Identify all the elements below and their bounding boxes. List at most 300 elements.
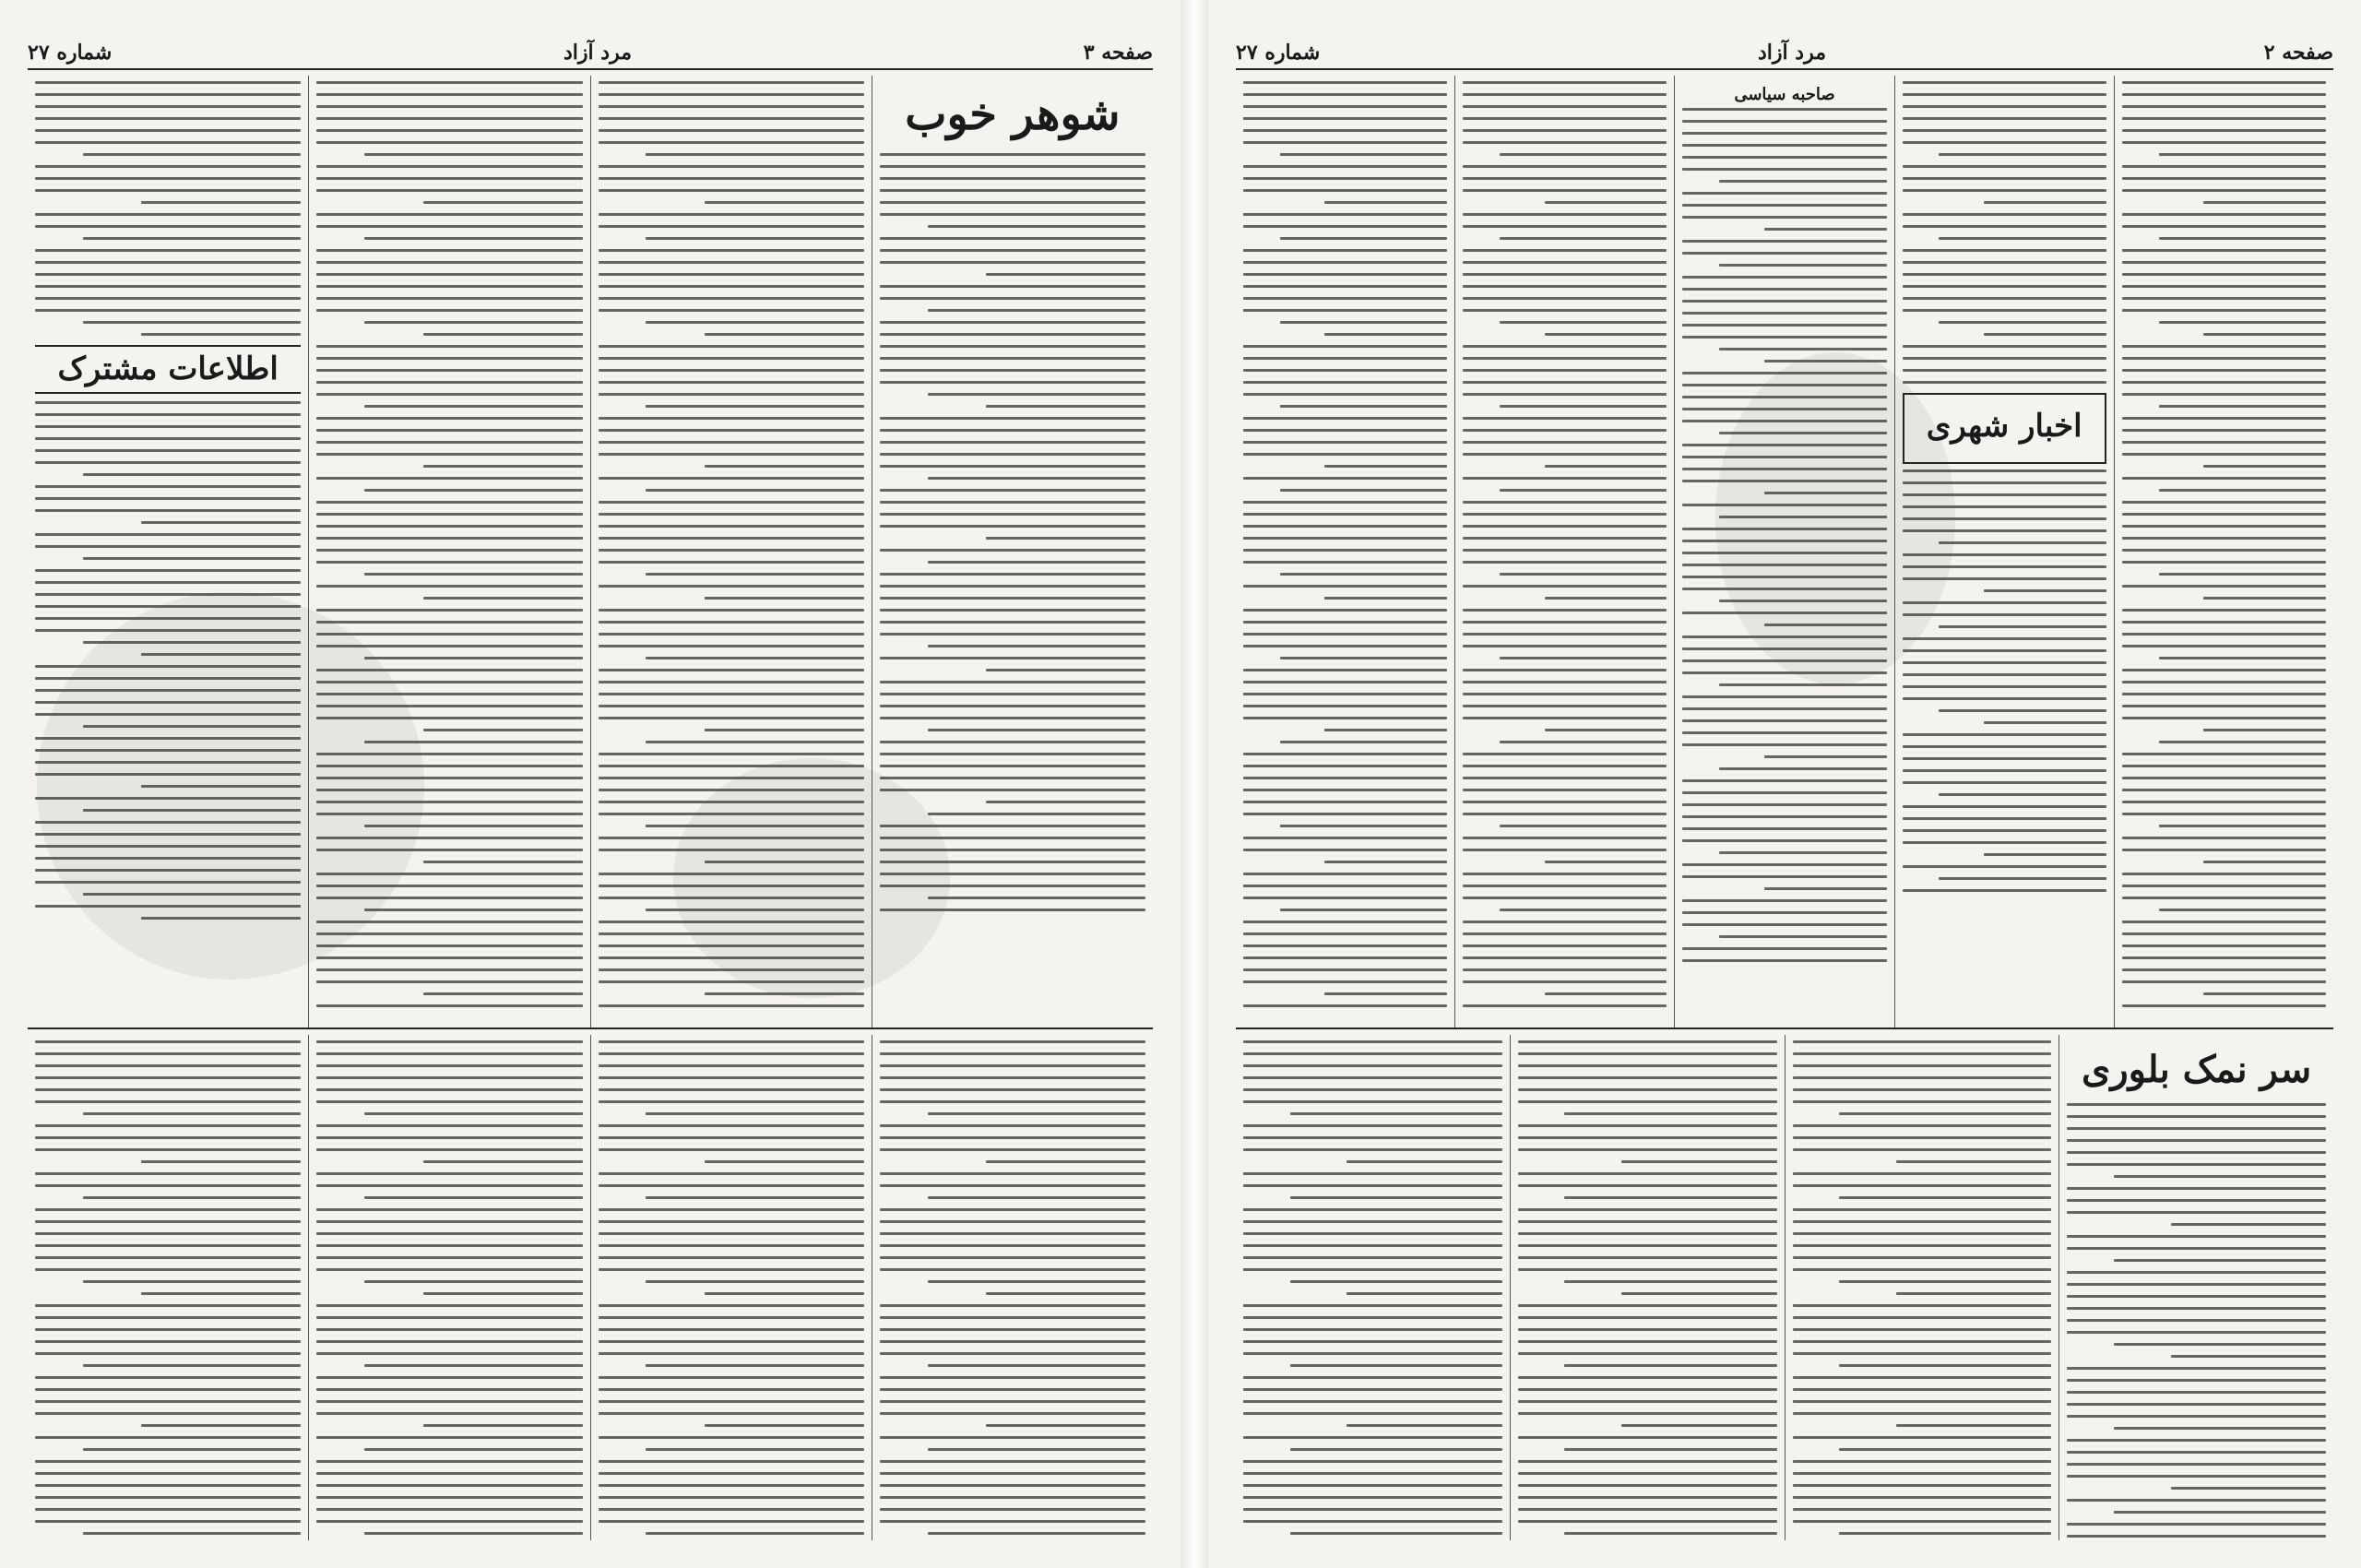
text-line (2067, 1139, 2326, 1142)
page-gutter (1180, 0, 1208, 1568)
text-line (646, 1112, 863, 1115)
text-line (35, 1208, 301, 1211)
text-line (599, 837, 864, 839)
text-line (880, 873, 1145, 875)
text-block (1243, 81, 1447, 1007)
right-col-2 (1894, 76, 2114, 1028)
text-line (1280, 573, 1447, 576)
text-line (2067, 1391, 2326, 1394)
right-col-3 (1674, 76, 1893, 1028)
text-line (1324, 992, 1447, 995)
text-line (316, 501, 582, 504)
text-line (1243, 980, 1447, 983)
text-line (1243, 968, 1447, 971)
text-line (599, 1004, 864, 1007)
text-line (1463, 417, 1667, 420)
text-line (1243, 1508, 1502, 1511)
text-line (1518, 1136, 1777, 1139)
text-line (1243, 345, 1447, 348)
text-line (316, 1304, 582, 1307)
text-line (1793, 1184, 2052, 1187)
text-line (1243, 1400, 1502, 1403)
text-line (1463, 956, 1667, 959)
text-line (2122, 693, 2326, 695)
text-line (316, 897, 582, 899)
text-line (880, 1412, 1145, 1415)
text-line (1243, 117, 1447, 120)
left-issue-label: شماره ۲۷ (28, 41, 113, 65)
text-line (1682, 216, 1886, 219)
text-line (928, 1280, 1145, 1283)
text-line (2067, 1283, 2326, 1286)
text-line (316, 873, 582, 875)
text-line (1463, 381, 1667, 384)
text-line (2122, 849, 2326, 851)
text-line (141, 521, 301, 524)
left-page-label: صفحه ۳ (1083, 41, 1153, 65)
text-line (141, 333, 301, 336)
text-line (1280, 489, 1447, 492)
text-line (2067, 1235, 2326, 1238)
text-line (2114, 1427, 2326, 1430)
text-line (599, 1148, 864, 1151)
left-bottom-col-3 (308, 1035, 589, 1540)
text-line (2122, 645, 2326, 647)
text-line (1793, 1484, 2052, 1487)
text-block (880, 153, 1145, 911)
text-line (1682, 899, 1886, 902)
text-line (599, 621, 864, 624)
text-line (1682, 288, 1886, 291)
text-line (1463, 693, 1667, 695)
text-line (1682, 791, 1886, 794)
text-line (1682, 947, 1886, 950)
text-line (2122, 105, 2326, 108)
text-line (880, 825, 1145, 827)
text-line (646, 1448, 863, 1451)
text-line (2067, 1127, 2326, 1130)
text-line (141, 1424, 301, 1427)
text-line (1939, 625, 2106, 628)
text-line (1243, 1184, 1502, 1187)
text-line (1793, 1520, 2052, 1523)
text-line (1243, 357, 1447, 360)
text-line (83, 1364, 301, 1367)
text-line (599, 1376, 864, 1379)
text-line (316, 213, 582, 216)
text-line (599, 537, 864, 540)
text-line (599, 1472, 864, 1475)
text-line (35, 1040, 301, 1043)
text-line (1545, 861, 1667, 863)
text-line (1682, 168, 1886, 171)
text-line (316, 429, 582, 432)
text-line (1463, 669, 1667, 671)
text-line (2203, 729, 2326, 731)
text-line (1682, 408, 1886, 410)
text-line (2122, 273, 2326, 276)
text-line (880, 453, 1145, 456)
text-line (1463, 753, 1667, 755)
text-line (880, 1088, 1145, 1091)
text-line (35, 401, 301, 404)
text-line (1793, 1304, 2052, 1307)
text-line (316, 669, 582, 671)
text-line (599, 477, 864, 480)
text-line (2067, 1247, 2326, 1250)
text-line (35, 1172, 301, 1175)
text-line (1903, 865, 2106, 868)
text-line (1682, 276, 1886, 279)
text-line (880, 1460, 1145, 1463)
text-line (705, 861, 864, 863)
text-line (1682, 875, 1886, 878)
text-line (599, 1352, 864, 1355)
text-line (141, 201, 301, 204)
text-line (316, 1316, 582, 1319)
text-line (1243, 189, 1447, 192)
text-line (1903, 369, 2106, 372)
text-line (880, 237, 1145, 240)
text-line (35, 225, 301, 228)
text-line (35, 857, 301, 860)
text-block (599, 81, 864, 1007)
text-line (35, 461, 301, 464)
text-line (35, 189, 301, 192)
text-line (1903, 817, 2106, 820)
text-line (83, 641, 301, 644)
text-line (1243, 813, 1447, 815)
text-line (1243, 717, 1447, 719)
text-line (599, 1460, 864, 1463)
text-line (316, 956, 582, 959)
text-line (2122, 1004, 2326, 1007)
text-block (1243, 1040, 1502, 1540)
text-line (928, 1196, 1145, 1199)
text-line (1463, 765, 1667, 767)
text-line (1682, 815, 1886, 818)
text-line (880, 357, 1145, 360)
text-line (2159, 909, 2326, 911)
text-line (1682, 839, 1886, 842)
text-line (599, 1400, 864, 1403)
text-line (2122, 621, 2326, 624)
text-line (1682, 779, 1886, 782)
text-line (2122, 789, 2326, 791)
text-line (83, 557, 301, 560)
text-line (1839, 1364, 2051, 1367)
text-line (316, 1148, 582, 1151)
text-line (1463, 885, 1667, 887)
text-line (35, 105, 301, 108)
text-line (599, 417, 864, 420)
text-line (599, 1208, 864, 1211)
text-line (316, 1232, 582, 1235)
text-line (1463, 705, 1667, 707)
text-line (599, 1496, 864, 1499)
right-issue-label: شماره ۲۷ (1236, 41, 1321, 65)
text-line (880, 525, 1145, 528)
text-line (1682, 564, 1886, 566)
text-line (2067, 1199, 2326, 1202)
text-line (2122, 705, 2326, 707)
text-line (1243, 441, 1447, 444)
text-line (1243, 1076, 1502, 1079)
left-col-2 (590, 76, 872, 1028)
text-line (364, 1364, 582, 1367)
text-line (35, 821, 301, 824)
text-line (1463, 944, 1667, 947)
text-line (316, 609, 582, 612)
text-line (35, 1484, 301, 1487)
text-line (1839, 1112, 2051, 1115)
text-line (646, 657, 863, 659)
text-line (1682, 671, 1886, 674)
text-line (1682, 144, 1886, 147)
text-line (1682, 192, 1886, 195)
text-line (1793, 1148, 2052, 1151)
text-line (1463, 309, 1667, 312)
text-line (1793, 1388, 2052, 1391)
text-line (35, 629, 301, 632)
text-line (1682, 923, 1886, 926)
text-line (599, 501, 864, 504)
text-line (1243, 501, 1447, 504)
text-line (1243, 525, 1447, 528)
text-line (2159, 321, 2326, 324)
text-line (35, 1268, 301, 1271)
text-line (316, 477, 582, 480)
text-line (880, 1508, 1145, 1511)
text-line (1324, 729, 1447, 731)
text-line (1243, 669, 1447, 671)
text-line (880, 417, 1145, 420)
text-line (1793, 1412, 2052, 1415)
text-line (1324, 333, 1447, 336)
text-line (646, 321, 863, 324)
text-line (2203, 465, 2326, 468)
text-line (1463, 225, 1667, 228)
text-line (1290, 1196, 1502, 1199)
text-line (1903, 297, 2106, 300)
text-line (880, 165, 1145, 168)
text-line (1518, 1148, 1777, 1151)
text-block (1903, 469, 2106, 892)
text-line (2122, 225, 2326, 228)
text-line (1719, 683, 1886, 686)
text-line (35, 449, 301, 452)
text-line (2122, 609, 2326, 612)
text-line (1793, 1040, 2052, 1043)
text-line (599, 968, 864, 971)
text-line (599, 1412, 864, 1415)
text-line (599, 1304, 864, 1307)
text-line (2122, 369, 2326, 372)
text-line (316, 393, 582, 396)
text-line (35, 129, 301, 132)
text-line (83, 1280, 301, 1283)
text-line (1903, 285, 2106, 288)
text-line (2159, 741, 2326, 743)
text-line (2159, 825, 2326, 827)
text-line (35, 177, 301, 180)
text-line (928, 729, 1145, 731)
text-line (646, 1280, 863, 1283)
text-line (599, 129, 864, 132)
text-line (1793, 1328, 2052, 1331)
text-line (316, 273, 582, 276)
text-line (316, 225, 582, 228)
text-line (35, 141, 301, 144)
text-line (35, 1100, 301, 1103)
text-line (35, 165, 301, 168)
text-line (599, 1484, 864, 1487)
text-line (316, 921, 582, 923)
text-line (83, 1532, 301, 1535)
left-top-band (28, 76, 1153, 1029)
text-line (1243, 753, 1447, 755)
right-page (1208, 0, 2361, 1568)
text-line (2122, 980, 2326, 983)
text-line (316, 369, 582, 372)
text-line (1903, 93, 2106, 96)
text-line (1280, 321, 1447, 324)
text-line (316, 441, 582, 444)
text-line (1463, 921, 1667, 923)
text-line (599, 429, 864, 432)
text-line (1243, 705, 1447, 707)
text-line (1243, 81, 1447, 84)
text-line (2067, 1163, 2326, 1166)
text-line (316, 1496, 582, 1499)
text-line (880, 549, 1145, 552)
text-line (141, 785, 301, 788)
text-line (423, 1424, 583, 1427)
text-line (1719, 767, 1886, 770)
text-line (1682, 132, 1886, 135)
text-line (423, 465, 583, 468)
text-line (1463, 801, 1667, 803)
text-line (1545, 597, 1667, 600)
text-line (1682, 444, 1886, 446)
text-line (1682, 695, 1886, 698)
text-line (316, 1340, 582, 1343)
text-line (1903, 805, 2106, 808)
text-line (1939, 237, 2106, 240)
text-line (1682, 743, 1886, 746)
text-line (880, 1208, 1145, 1211)
text-line (2067, 1187, 2326, 1190)
text-line (1903, 841, 2106, 844)
text-line (705, 1424, 864, 1427)
text-line (880, 177, 1145, 180)
text-line (599, 285, 864, 288)
text-line (316, 1208, 582, 1211)
text-line (35, 1412, 301, 1415)
text-line (928, 1532, 1145, 1535)
right-page-label: صفحه ۲ (2263, 41, 2333, 65)
text-line (1793, 1460, 2052, 1463)
text-line (705, 1160, 864, 1163)
text-line (1903, 649, 2106, 652)
text-line (1682, 252, 1886, 255)
left-bottom-col-4 (28, 1035, 308, 1540)
text-line (880, 1484, 1145, 1487)
text-line (316, 1484, 582, 1487)
text-line (599, 717, 864, 719)
text-line (880, 705, 1145, 707)
text-line (1463, 777, 1667, 779)
text-line (880, 609, 1145, 612)
text-line (1243, 1376, 1502, 1379)
text-line (2122, 81, 2326, 84)
text-line (2122, 417, 2326, 420)
text-line (1682, 108, 1886, 111)
text-line (880, 465, 1145, 468)
text-line (1896, 1292, 2051, 1295)
text-line (599, 944, 864, 947)
text-line (2122, 285, 2326, 288)
text-block (35, 401, 301, 920)
text-line (880, 333, 1145, 336)
text-line (35, 1232, 301, 1235)
text-line (1903, 225, 2106, 228)
text-line (316, 177, 582, 180)
text-line (599, 765, 864, 767)
text-line (316, 1328, 582, 1331)
text-line (599, 873, 864, 875)
text-line (35, 249, 301, 252)
text-line (316, 453, 582, 456)
text-line (316, 141, 582, 144)
text-line (35, 749, 301, 752)
text-line (1903, 309, 2106, 312)
text-line (986, 801, 1145, 803)
text-line (35, 1256, 301, 1259)
text-line (2159, 489, 2326, 492)
text-line (599, 1136, 864, 1139)
text-line (1903, 829, 2106, 832)
text-line (1290, 1280, 1502, 1283)
text-line (1500, 489, 1667, 492)
text-line (2122, 357, 2326, 360)
text-line (2122, 537, 2326, 540)
text-line (35, 1508, 301, 1511)
text-line (599, 1340, 864, 1343)
text-line (423, 1292, 583, 1295)
text-line (599, 1244, 864, 1247)
text-line (35, 1400, 301, 1403)
text-line (1839, 1448, 2051, 1451)
text-line (705, 333, 864, 336)
text-line (2122, 669, 2326, 671)
text-line (35, 1184, 301, 1187)
text-line (1903, 261, 2106, 264)
text-line (880, 201, 1145, 204)
text-line (1903, 697, 2106, 700)
text-line (1463, 980, 1667, 983)
text-line (599, 753, 864, 755)
text-line (1243, 921, 1447, 923)
text-line (1243, 645, 1447, 647)
text-line (1243, 1304, 1502, 1307)
text-line (83, 473, 301, 476)
text-line (2067, 1331, 2326, 1334)
text-line (928, 393, 1145, 396)
text-line (2203, 861, 2326, 863)
left-col-3 (308, 76, 589, 1028)
text-line (1518, 1184, 1777, 1187)
